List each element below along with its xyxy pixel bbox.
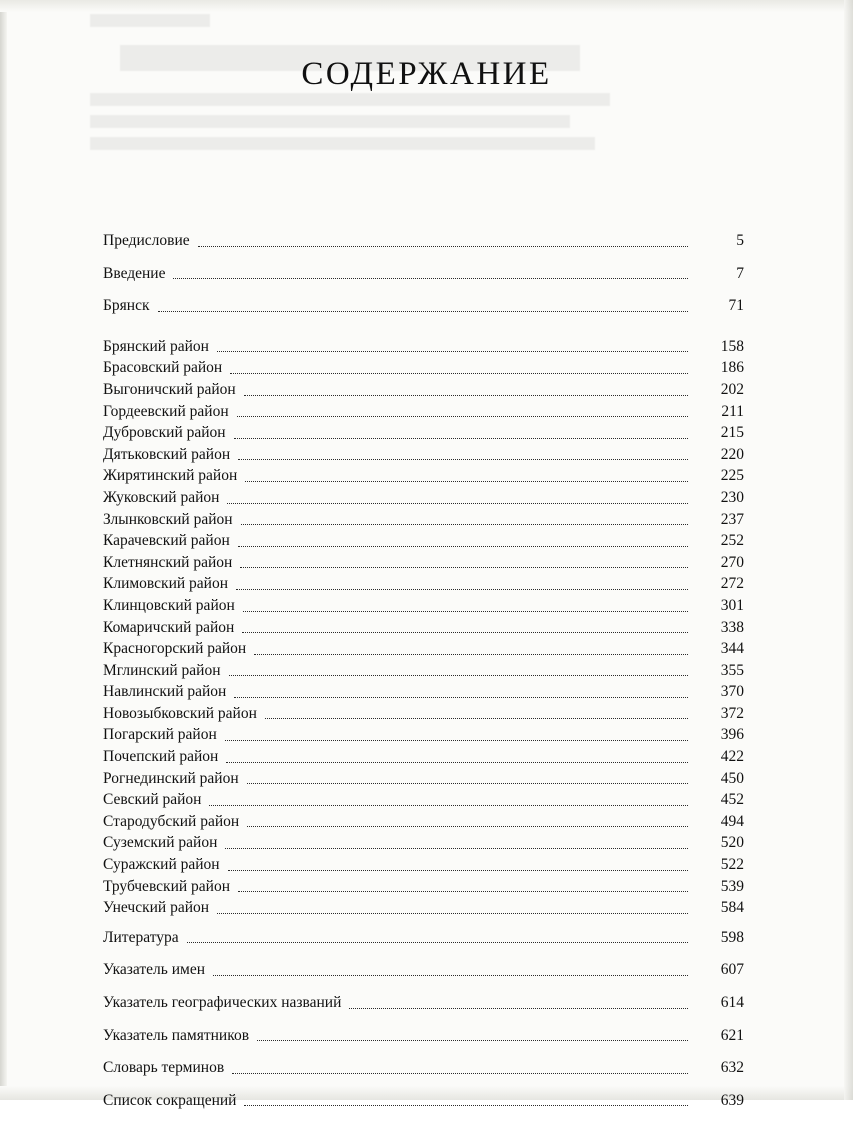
toc-entry-page-number: 372 <box>720 704 744 722</box>
toc-entry[interactable] <box>103 554 744 573</box>
toc-entry[interactable] <box>103 929 744 948</box>
toc-entry[interactable] <box>103 683 744 702</box>
toc-entry-label: Гордеевский район <box>103 402 229 420</box>
toc-dot-leader <box>232 1073 688 1074</box>
toc-entry[interactable] <box>103 726 744 745</box>
toc-dot-leader <box>229 675 688 676</box>
toc-dot-leader <box>217 913 688 914</box>
toc-entry[interactable] <box>103 748 744 767</box>
toc-entry-label: Список сокращений <box>103 1091 237 1109</box>
toc-entry-page-number: 301 <box>720 596 744 614</box>
toc-entry[interactable] <box>103 511 744 530</box>
toc-dot-leader <box>240 567 688 568</box>
toc-entry-label: Новозыбковский район <box>103 704 257 722</box>
toc-entry-label: Дятьковский район <box>103 445 231 463</box>
toc-entry-label: Суражский район <box>103 856 220 874</box>
toc-dot-leader <box>209 805 688 806</box>
toc-entry[interactable] <box>103 597 744 616</box>
toc-entry[interactable] <box>103 446 744 465</box>
toc-entry-page-number: 270 <box>720 553 744 571</box>
toc-dot-leader <box>242 632 688 633</box>
toc-entry-page-number: 522 <box>720 856 744 874</box>
toc-entry-label: Севский район <box>103 791 202 809</box>
table-of-contents <box>103 232 744 1124</box>
toc-dot-leader <box>226 762 688 763</box>
toc-dot-leader <box>238 891 688 892</box>
toc-entry-label: Красногорский район <box>103 640 247 658</box>
toc-entry[interactable] <box>103 403 744 422</box>
toc-entry-label: Дубровский район <box>103 424 226 442</box>
toc-entry-page-number: 225 <box>720 467 744 485</box>
toc-dot-leader <box>217 351 688 352</box>
page-top-edge <box>0 0 853 12</box>
toc-entry-label: Комаричский район <box>103 618 235 636</box>
toc-dot-leader <box>244 395 688 396</box>
toc-entry-label: Погарский район <box>103 726 217 744</box>
toc-entry[interactable] <box>103 575 744 594</box>
toc-entry-label: Жуковский район <box>103 488 220 506</box>
toc-entry[interactable] <box>103 640 744 659</box>
toc-entry[interactable] <box>103 1059 744 1078</box>
toc-entry[interactable] <box>103 878 744 897</box>
toc-dot-leader <box>213 975 688 976</box>
toc-dot-leader <box>234 438 688 439</box>
toc-entry-label: Введение <box>103 264 166 282</box>
toc-entry-label: Брянский район <box>103 337 209 355</box>
toc-entry-page-number: 186 <box>720 359 744 377</box>
toc-entry-page-number: 450 <box>720 769 744 787</box>
toc-entry[interactable] <box>103 791 744 810</box>
toc-group-gap <box>103 921 744 929</box>
toc-entry[interactable] <box>103 232 744 251</box>
toc-entry-label: Предисловие <box>103 232 190 249</box>
toc-entry-label: Указатель имен <box>103 961 205 979</box>
toc-entry-label: Клетнянский район <box>103 553 233 571</box>
toc-entry-page-number: 607 <box>720 961 744 979</box>
toc-dot-leader <box>245 481 688 482</box>
toc-entry-page-number: 621 <box>720 1026 744 1044</box>
toc-entry[interactable] <box>103 1092 744 1111</box>
toc-entry-label: Указатель памятников <box>103 1026 250 1044</box>
toc-entry[interactable] <box>103 381 744 400</box>
toc-dot-leader <box>225 740 688 741</box>
toc-entry-label: Литература <box>103 928 179 946</box>
toc-entry-label: Брянск <box>103 297 150 315</box>
toc-dot-leader <box>265 718 688 719</box>
toc-entry[interactable] <box>103 705 744 724</box>
toc-entry-page-number: 252 <box>720 532 744 550</box>
toc-entry-page-number: 158 <box>720 337 744 355</box>
toc-entry-label: Выгоничский район <box>103 380 236 398</box>
toc-entry-label: Словарь терминов <box>103 1059 225 1077</box>
toc-entry-page-number: 338 <box>720 618 744 636</box>
toc-entry-label: Клинцовский район <box>103 596 235 614</box>
toc-dot-leader <box>244 1105 688 1106</box>
toc-entry[interactable] <box>103 424 744 443</box>
toc-entry-label: Суземский район <box>103 834 218 852</box>
toc-dot-leader <box>173 278 688 279</box>
toc-entry-page-number: 272 <box>720 575 744 593</box>
toc-entry[interactable] <box>103 961 744 980</box>
toc-entry[interactable] <box>103 899 744 918</box>
toc-dot-leader <box>243 611 688 612</box>
toc-entry-page-number: 215 <box>720 424 744 442</box>
toc-entry-page-number: 5 <box>736 232 744 249</box>
toc-entry[interactable] <box>103 770 744 789</box>
toc-entry-label: Указатель географических названий <box>103 994 342 1011</box>
toc-entry[interactable] <box>103 532 744 551</box>
toc-entry-page-number: 452 <box>720 791 744 809</box>
toc-entry-label: Почепский район <box>103 748 219 766</box>
toc-entry-page-number: 237 <box>720 510 744 528</box>
toc-entry-page-number: 220 <box>720 445 744 463</box>
toc-entry-page-number: 202 <box>720 380 744 398</box>
toc-dot-leader <box>236 589 688 590</box>
toc-dot-leader <box>228 870 688 871</box>
toc-entry-page-number: 230 <box>720 488 744 506</box>
toc-entry[interactable] <box>103 467 744 486</box>
toc-group-gap <box>103 330 744 338</box>
toc-entry-page-number: 494 <box>720 812 744 830</box>
toc-entry[interactable] <box>103 994 744 1013</box>
toc-dot-leader <box>187 942 688 943</box>
toc-dot-leader <box>254 654 688 655</box>
toc-dot-leader <box>237 416 688 417</box>
toc-entry-page-number: 7 <box>736 264 744 282</box>
toc-entry[interactable] <box>103 856 744 875</box>
page-title: СОДЕРЖАНИЕ <box>301 56 552 92</box>
toc-entry-page-number: 598 <box>720 928 744 946</box>
toc-entry-label: Унечский район <box>103 899 210 917</box>
toc-entry[interactable] <box>103 338 744 357</box>
toc-dot-leader <box>257 1040 688 1041</box>
toc-dot-leader <box>230 373 688 374</box>
toc-dot-leader <box>241 524 688 525</box>
toc-entry-page-number: 584 <box>720 899 744 917</box>
toc-dot-leader <box>247 826 688 827</box>
toc-entry-label: Трубчевский район <box>103 877 231 895</box>
toc-entry-page-number: 632 <box>720 1059 744 1077</box>
toc-entry-page-number: 539 <box>720 877 744 895</box>
toc-entry-page-number: 71 <box>728 297 744 315</box>
toc-dot-leader <box>234 697 688 698</box>
toc-entry-page-number: 422 <box>720 748 744 766</box>
toc-entry-label: Климовский район <box>103 575 228 593</box>
toc-entry[interactable] <box>103 662 744 681</box>
toc-entry[interactable] <box>103 297 744 316</box>
toc-dot-leader <box>238 459 688 460</box>
toc-entry-page-number: 639 <box>720 1091 744 1109</box>
toc-entry[interactable] <box>103 619 744 638</box>
toc-entry-page-number: 211 <box>721 402 744 420</box>
toc-entry-label: Брасовский район <box>103 359 223 377</box>
toc-entry[interactable] <box>103 359 744 378</box>
toc-dot-leader <box>349 1008 688 1009</box>
toc-entry-page-number: 614 <box>720 994 744 1011</box>
toc-entry-label: Навлинский район <box>103 683 227 701</box>
toc-entry-page-number: 396 <box>720 726 744 744</box>
toc-entry-page-number: 520 <box>720 834 744 852</box>
toc-entry-label: Стародубский район <box>103 812 240 830</box>
toc-entry-label: Карачевский район <box>103 532 230 550</box>
toc-entry-page-number: 355 <box>720 661 744 679</box>
toc-entry-label: Злынковский район <box>103 510 233 528</box>
toc-dot-leader <box>238 546 688 547</box>
toc-entry-page-number: 344 <box>720 640 744 658</box>
toc-entry[interactable] <box>103 265 744 284</box>
toc-entry[interactable] <box>103 489 744 508</box>
toc-entry-label: Рогнединский район <box>103 769 239 787</box>
toc-entry-label: Мглинский район <box>103 661 221 679</box>
toc-entry-label: Жирятинский район <box>103 467 238 485</box>
toc-dot-leader <box>198 246 688 247</box>
toc-dot-leader <box>225 848 688 849</box>
toc-entry[interactable] <box>103 1027 744 1046</box>
toc-entry[interactable] <box>103 834 744 853</box>
toc-dot-leader <box>227 503 688 504</box>
toc-entry-page-number: 370 <box>720 683 744 701</box>
toc-dot-leader <box>247 783 688 784</box>
toc-entry[interactable] <box>103 813 744 832</box>
toc-dot-leader <box>158 311 689 312</box>
